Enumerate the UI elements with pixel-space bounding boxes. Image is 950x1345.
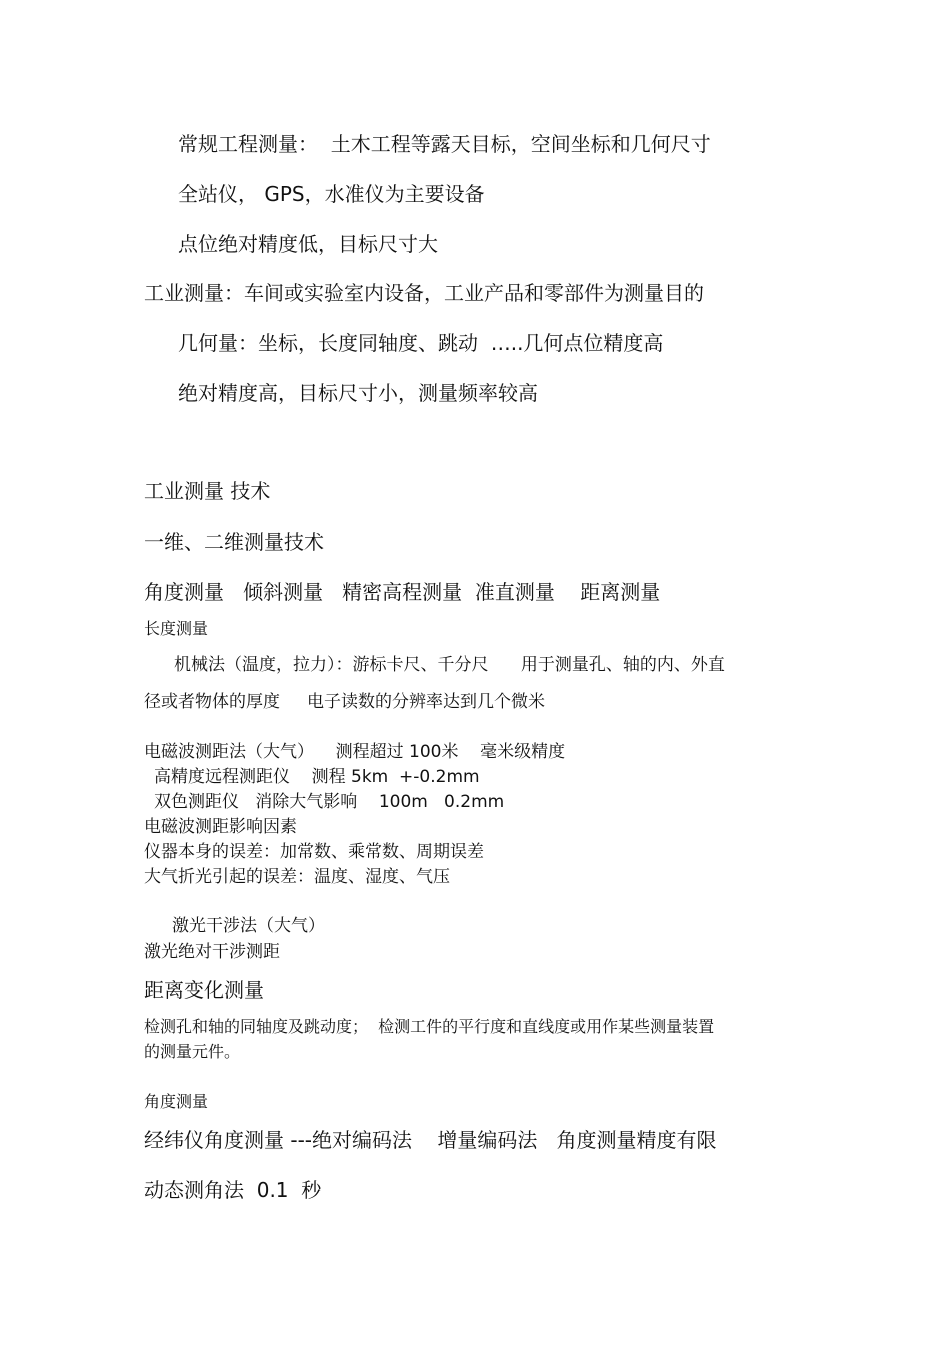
text-line: 仪器本身的误差：加常数、乘常数、周期误差 [144, 842, 484, 862]
text-line: 检测孔和轴的同轴度及跳动度； 检测工件的平行度和直线度或用作某些测量装置 [144, 1017, 715, 1036]
section-heading: 距离变化测量 [144, 978, 264, 1002]
text-line: 激光干涉法（大气） [172, 916, 325, 936]
subheading: 角度测量 [144, 1092, 209, 1111]
text-line: 点位绝对精度低，目标尺寸大 [178, 232, 438, 256]
text-line: 经纬仪角度测量 ---绝对编码法 增量编码法 角度测量精度有限 [144, 1128, 717, 1152]
text-line: 径或者物体的厚度 电子读数的分辨率达到几个微米 [144, 692, 546, 712]
section-heading: 工业测量 技术 [144, 479, 271, 503]
text-line: 几何量：坐标，长度同轴度、跳动 …..几何点位精度高 [178, 331, 664, 355]
section-heading: 工业测量：车间或实验室内设备，工业产品和零部件为测量目的 [144, 281, 704, 305]
text-line: 电磁波测距影响因素 [144, 817, 297, 837]
text-line: 绝对精度高，目标尺寸小，测量频率较高 [178, 381, 538, 405]
text-line: 动态测角法 0.1 秒 [144, 1178, 322, 1202]
text-line: 电磁波测距法（大气） 测程超过 100米 毫米级精度 [144, 742, 566, 762]
text-line: 常规工程测量： 土木工程等露天目标，空间坐标和几何尺寸 [178, 132, 711, 156]
text-line: 激光绝对干涉测距 [144, 942, 280, 962]
text-line: 机械法（温度，拉力）：游标卡尺、千分尺 用于测量孔、轴的内、外直 [174, 655, 725, 675]
subheading: 长度测量 [144, 619, 209, 638]
text-line: 全站仪， GPS，水准仪为主要设备 [178, 182, 485, 206]
text-line: 双色测距仪 消除大气影响 100m 0.2mm [154, 792, 505, 812]
text-line: 高精度远程测距仪 测程 5km +-0.2mm [154, 767, 480, 787]
section-heading: 一维、二维测量技术 [144, 530, 324, 554]
text-line: 角度测量 倾斜测量 精密高程测量 准直测量 距离测量 [144, 580, 661, 604]
text-line: 大气折光引起的误差：温度、湿度、气压 [144, 867, 450, 887]
text-line: 的测量元件。 [144, 1042, 241, 1061]
